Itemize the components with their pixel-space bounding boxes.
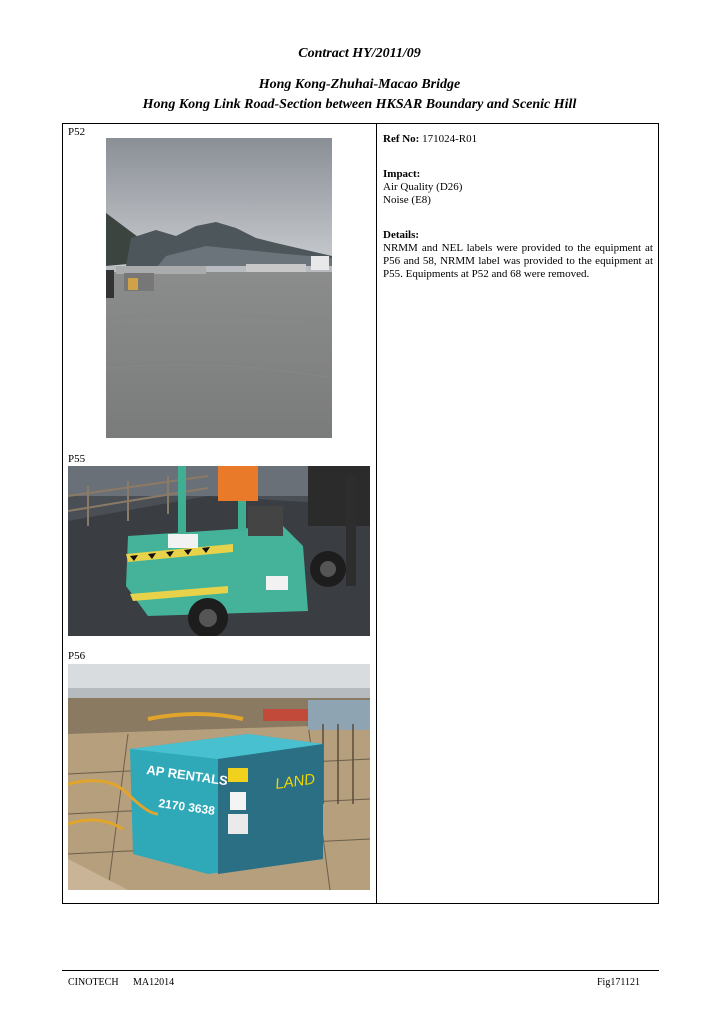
- photo-label-p55: P55: [68, 453, 86, 465]
- section-title: Hong Kong Link Road-Section between HKSAR Boundary and Scenic Hill: [142, 97, 577, 112]
- footer-fig: Fig171121: [597, 977, 640, 988]
- impact-label: Impact:: [383, 168, 421, 180]
- impact-section: [383, 168, 653, 207]
- project-title: Hong Kong-Zhuhai-Macao Bridge: [258, 77, 461, 92]
- photo-p56: [68, 664, 370, 890]
- details-label: Details:: [383, 229, 420, 241]
- land-text: LAND: [274, 770, 317, 793]
- photo-label-p56: P56: [68, 650, 86, 662]
- phone-text: 2170 3638: [157, 796, 216, 818]
- photo-p52: [106, 138, 332, 438]
- footer-doc-code: MA12014: [133, 977, 175, 988]
- footer-rule: [62, 970, 659, 971]
- footer-company: CINOTECH: [68, 977, 119, 988]
- ref-line: [383, 133, 653, 146]
- ref-value: 171024-R01: [422, 133, 478, 145]
- details-text: NRMM and NEL labels were provided to the equipment at P56 and 58, NRMM label was provided to the equipment at P55. Equipments at P52 and 68 were removed.: [383, 242, 653, 280]
- photo-p55: [68, 466, 370, 636]
- details-section: [383, 229, 653, 281]
- column-divider: [376, 123, 377, 904]
- details-panel: [383, 133, 653, 281]
- photo-label-p52: P52: [68, 126, 86, 138]
- contract-title: Contract HY/2011/09: [298, 46, 421, 61]
- rental-text: AP RENTALS: [145, 762, 229, 789]
- ref-label: Ref No:: [383, 133, 420, 145]
- impact-item: Air Quality (D26): [383, 181, 463, 193]
- impact-item: Noise (E8): [383, 194, 431, 206]
